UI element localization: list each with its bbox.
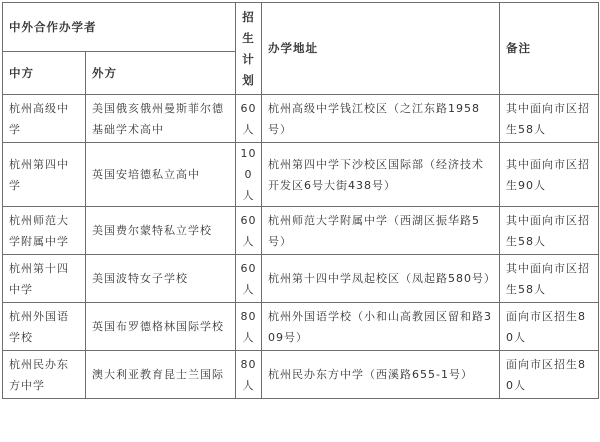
foreign-partner-cell: 英国布罗德格林国际学校 — [86, 303, 236, 351]
foreign-partner-cell: 美国俄亥俄州曼斯菲尔德基础学术高中 — [86, 95, 236, 143]
chinese-partner-cell: 杭州第十四中学 — [3, 255, 86, 303]
plan-cell: 60人 — [236, 95, 262, 143]
chinese-partner-cell: 杭州民办东方中学 — [3, 351, 86, 399]
address-cell: 杭州第十四中学凤起校区（凤起路580号） — [262, 255, 500, 303]
plan-cell: 100人 — [236, 143, 262, 207]
table-row — [3, 207, 599, 255]
foreign-partner-cell: 美国波特女子学校 — [86, 255, 236, 303]
address-cell: 杭州高级中学钱江校区（之江东路1958号） — [262, 95, 500, 143]
plan-cell: 60人 — [236, 255, 262, 303]
table-row — [3, 143, 599, 207]
header-group: 中外合作办学者 — [3, 3, 236, 52]
plan-cell: 60人 — [236, 207, 262, 255]
foreign-partner-cell: 澳大利亚教育昆士兰国际 — [86, 351, 236, 399]
foreign-partner-cell: 美国费尔蒙特私立学校 — [86, 207, 236, 255]
table-row — [3, 255, 599, 303]
chinese-partner-cell: 杭州外国语学校 — [3, 303, 86, 351]
header-chinese-side: 中方 — [3, 52, 86, 95]
chinese-partner-cell: 杭州师范大学附属中学 — [3, 207, 86, 255]
remarks-cell: 其中面向市区招生58人 — [500, 207, 599, 255]
cooperative-schools-table — [2, 2, 599, 399]
header-row-top — [3, 3, 599, 52]
plan-cell: 80人 — [236, 303, 262, 351]
address-cell: 杭州民办东方中学（西溪路655-1号） — [262, 351, 500, 399]
table-row — [3, 95, 599, 143]
header-plan: 招生计划 — [236, 3, 262, 95]
remarks-cell: 面向市区招生80人 — [500, 303, 599, 351]
plan-cell: 80人 — [236, 351, 262, 399]
table-row — [3, 303, 599, 351]
address-cell: 杭州师范大学附属中学（西湖区振华路5号） — [262, 207, 500, 255]
remarks-cell: 其中面向市区招生90人 — [500, 143, 599, 207]
header-foreign-side: 外方 — [86, 52, 236, 95]
remarks-cell: 面向市区招生80人 — [500, 351, 599, 399]
table-row — [3, 351, 599, 399]
remarks-cell: 其中面向市区招生58人 — [500, 95, 599, 143]
remarks-cell: 其中面向市区招生58人 — [500, 255, 599, 303]
address-cell: 杭州第四中学下沙校区国际部（经济技术开发区6号大街438号） — [262, 143, 500, 207]
foreign-partner-cell: 英国安培德私立高中 — [86, 143, 236, 207]
header-remarks: 备注 — [500, 3, 599, 95]
chinese-partner-cell: 杭州第四中学 — [3, 143, 86, 207]
address-cell: 杭州外国语学校（小和山高教园区留和路309号） — [262, 303, 500, 351]
chinese-partner-cell: 杭州高级中学 — [3, 95, 86, 143]
header-address: 办学地址 — [262, 3, 500, 95]
